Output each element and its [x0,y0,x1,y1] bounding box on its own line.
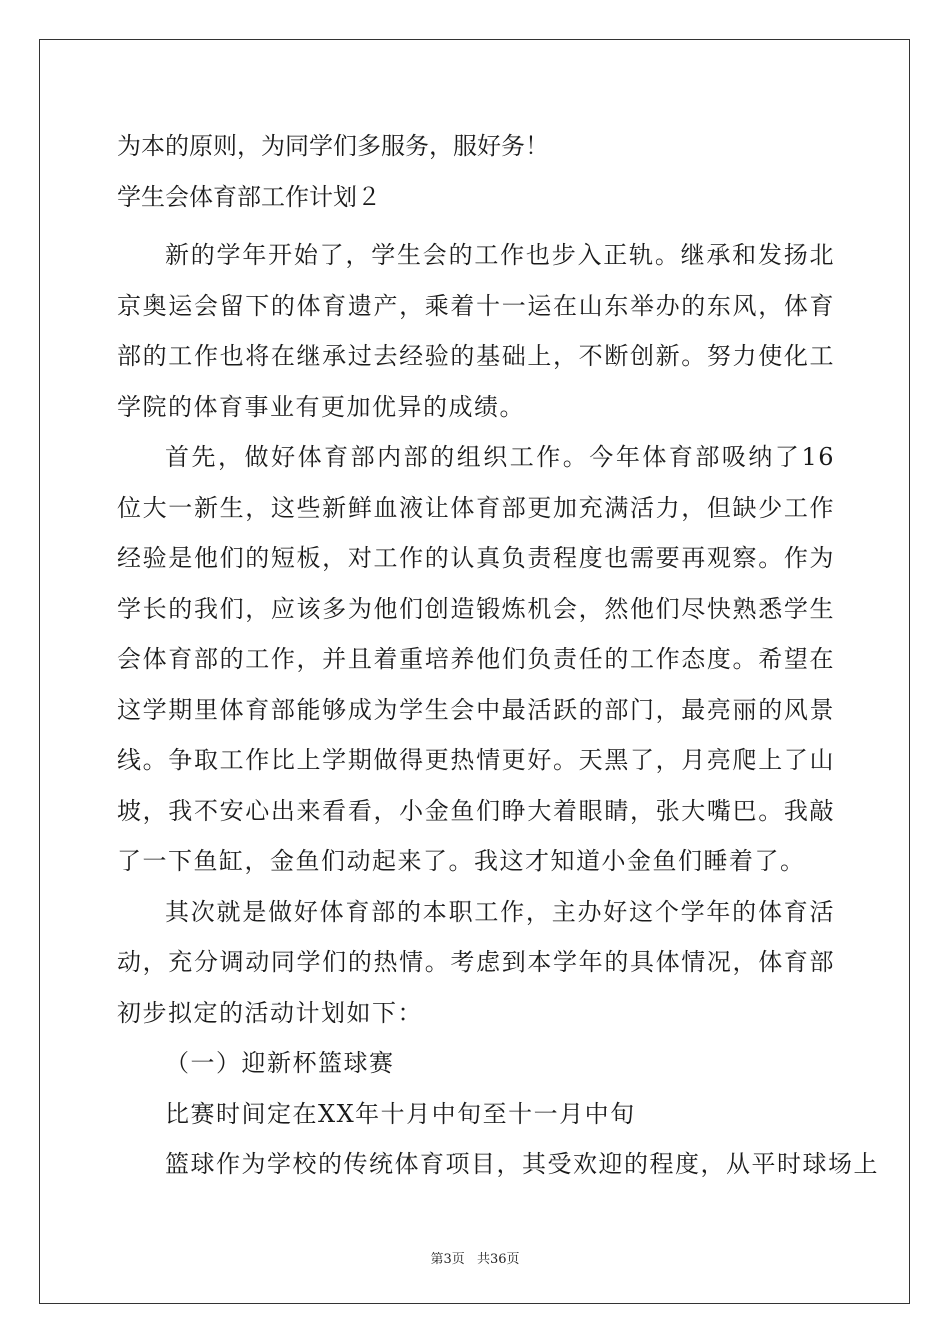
document-body [117,128,879,1190]
section-heading: 学生会体育部工作计划２ [117,183,381,211]
subsection-text: 篮球作为学校的传统体育项目，其受欢迎的程度，从平时球场上 [165,1150,879,1178]
page-number: 第3页 [430,1252,465,1267]
total-pages: 共36页 [476,1252,520,1267]
continuation-line: 为本的原则，为同学们多服务，服好务！ [117,132,549,160]
subsection-time: 比赛时间定在XX年十月中旬至十一月中旬 [165,1099,636,1128]
paragraph-intro: 新的学年开始了，学生会的工作也步入正轨。继承和发扬北京奥运会留下的体育遗产，乘着十一运在山东举办的东风，体育部的工作也将在继承过去经验的基础上，不断创新。努力使化工学院的体育事业有更加优异的成绩。 [117,241,835,421]
paragraph-activities: 其次就是做好体育部的本职工作，主办好这个学年的体育活动，充分调动同学们的热情。考虑到本学年的具体情况，体育部初步拟定的活动计划如下： [117,897,835,1027]
paragraph-organization: 首先，做好体育部内部的组织工作。今年体育部吸纳了16位大一新生，这些新鲜血液让体育部更加充满活力，但缺少工作经验是他们的短板，对工作的认真负责程度也需要再观察。作为学长的我们，应该多为他们创造锻炼机会，然他们尽快熟悉学生会体育部的工作，并且着重培养他们负责任的工作态度。希望在这学期里体育部能够成为学生会中最活跃的部门，最亮丽的风景线。争取工作比上学期做得更热情更好。天黑了，月亮爬上了山坡，我不安心出来看看，小金鱼们睁大着眼睛，张大嘴巴。我敲了一下鱼缸，金鱼们动起来了。我这才知道小金鱼们睡着了。 [117,443,835,875]
subsection-title: （一）迎新杯篮球赛 [165,1049,395,1077]
page-footer [0,1248,950,1267]
